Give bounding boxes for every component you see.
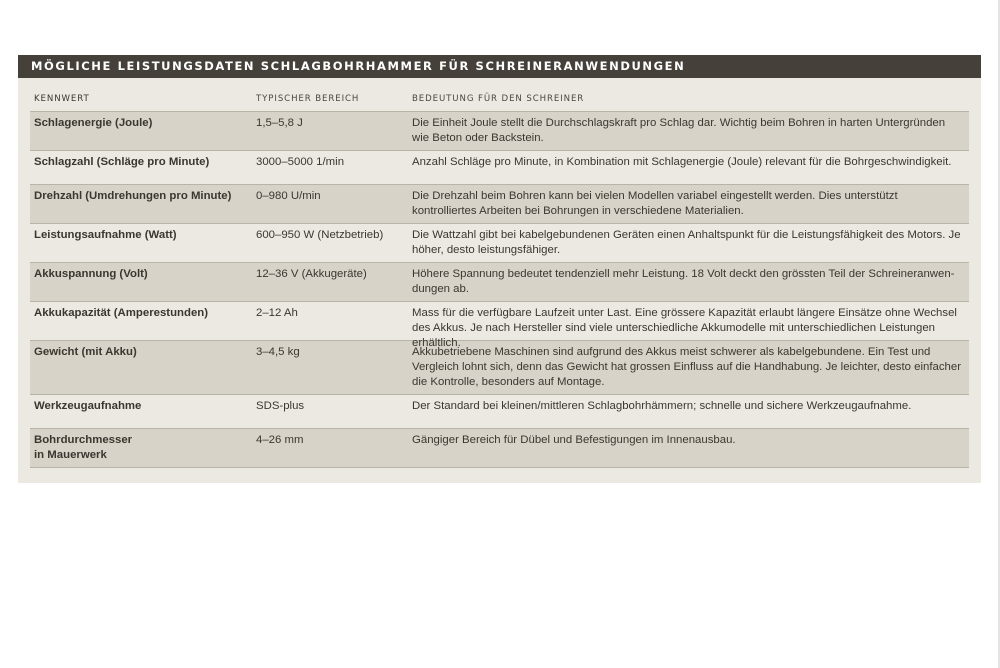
cell-bereich: 3–4,5 kg (256, 346, 300, 358)
table-row (30, 151, 969, 185)
cell-bereich: 12–36 V (Akkugeräte) (256, 268, 367, 280)
table-row (30, 224, 969, 263)
column-header-bereich: TYPISCHER BEREICH (256, 94, 360, 104)
cell-bereich: 1,5–5,8 J (256, 117, 303, 129)
table-row (30, 395, 969, 429)
specs-table (30, 87, 969, 468)
cell-bedeutung: Gängiger Bereich für Dübel und Befestigungen im Innenausbau. (412, 434, 736, 446)
cell-bedeutung: Der Standard bei kleinen/mittleren Schlagbohrhämmern; schnelle und sichere Werkzeugaufnahme. (412, 400, 912, 412)
table-row (30, 341, 969, 395)
cell-kennwert: Schlagzahl (Schläge pro Minute) (34, 156, 210, 168)
table-row (30, 112, 969, 151)
cell-kennwert: Drehzahl (Umdrehungen pro Minute) (34, 190, 232, 202)
cell-bedeutung: Die Einheit Joule stellt die Durchschlagskraft pro Schlag dar. Wichtig beim Bohren in harten Untergründen wie Beton oder Backstein. (412, 117, 946, 144)
cell-bereich: 4–26 mm (256, 434, 304, 446)
cell-kennwert: Gewicht (mit Akku) (34, 346, 137, 358)
cell-bereich: 0–980 U/min (256, 190, 321, 202)
table-header-row (30, 87, 969, 112)
data-table-panel (18, 55, 981, 483)
cell-bedeutung: Höhere Spannung bedeutet tendenziell mehr Leistung. 18 Volt deckt den grössten Teil der Schreineranwen-dungen ab. (412, 268, 955, 295)
table-row (30, 302, 969, 349)
cell-bedeutung: Die Drehzahl beim Bohren kann bei vielen Modellen variabel eingestellt werden. Dies unterstützt kontrolliertes Arbeiten bei Bohrungen in verschiedene Materialien. (412, 190, 898, 217)
cell-bedeutung: Die Wattzahl gibt bei kabelgebundenen Geräten einen Anhaltspunkt für die Leistungsfähigkeit des Motors. Je höher, desto leistungsfähiger. (412, 229, 961, 256)
table-row (30, 429, 969, 468)
cell-kennwert: Akkuspannung (Volt) (34, 268, 148, 280)
cell-kennwert: Leistungsaufnahme (Watt) (34, 229, 177, 241)
cell-bereich: 3000–5000 1/min (256, 156, 345, 168)
cell-kennwert: Akkukapazität (Amperestunden) (34, 307, 209, 319)
table-row (30, 185, 969, 224)
cell-bedeutung: Mass für die verfügbare Laufzeit unter Last. Eine grössere Kapazität erlaubt längere Einsätze ohne Wechsel des Akkus. Je nach Hersteller sind viele unterschiedliche Akkumodelle mit unterschiedlichen Leistungen erhältlich. (412, 307, 957, 349)
table-row (30, 263, 969, 302)
cell-bereich: 600–950 W (Netzbetrieb) (256, 229, 384, 241)
cell-bereich: SDS-plus (256, 400, 305, 412)
column-header-kennwert: KENNWERT (34, 94, 90, 104)
table-title: MÖGLICHE LEISTUNGSDATEN SCHLAGBOHRHAMMER FÜR SCHREINERANWENDUNGEN (18, 55, 981, 78)
column-header-bedeutung: BEDEUTUNG FÜR DEN SCHREINER (412, 94, 585, 104)
cell-kennwert: Schlagenergie (Joule) (34, 117, 153, 129)
cell-bedeutung: Akkubetriebene Maschinen sind aufgrund des Akkus meist schwerer als kabelgebundene. Ein Test und Vergleich lohnt sich, denn das Gewicht hat grossen Einfluss auf die Handhabung. Je leichter, desto einfacher die Kontrolle, besonders auf Montage. (412, 346, 961, 388)
cell-kennwert: Bohrdurchmesser in Mauerwerk (34, 434, 133, 461)
cell-kennwert: Werkzeugaufnahme (34, 400, 142, 412)
cell-bereich: 2–12 Ah (256, 307, 298, 319)
cell-bedeutung: Anzahl Schläge pro Minute, in Kombination mit Schlagenergie (Joule) relevant für die Bohrgeschwindigkeit. (412, 156, 952, 168)
